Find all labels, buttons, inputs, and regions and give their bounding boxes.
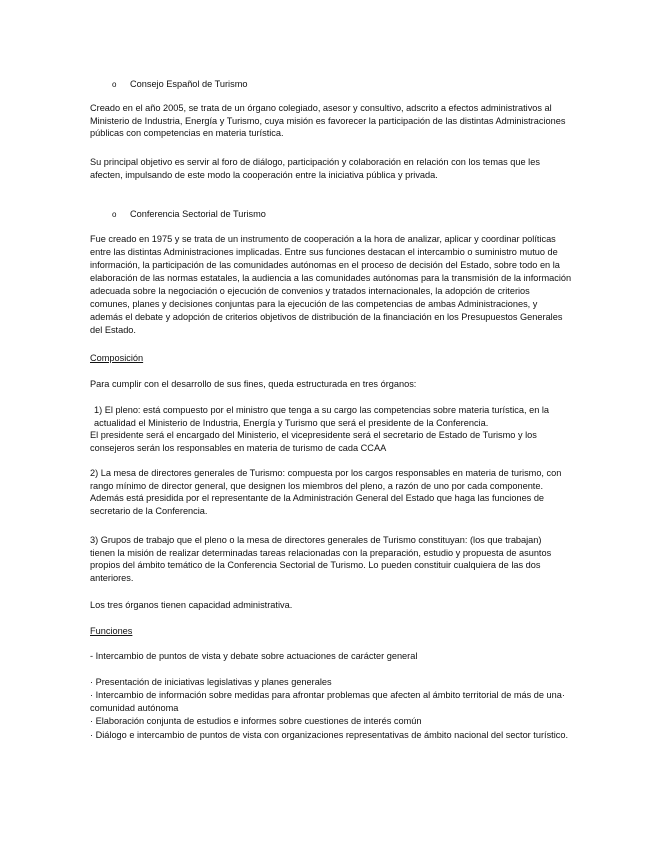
composicion-item-3: 3) Grupos de trabajo que el pleno o la mesa de directores generales de Turismo constituyan: (los que trabajan) tienen la misión de realizar determinadas tareas relacionadas con la preparación, estudio y propuesta de asuntos propios del ámbito temático de la Conferencia Sectorial de Turismo. Lo pueden constituir cualquiera de las dos anteriores. — [90, 535, 552, 583]
funciones-item: · Elaboración conjunta de estudios e informes sobre cuestiones de interés común — [90, 716, 422, 726]
bullet-heading-consejo — [112, 78, 247, 91]
heading-conferencia: Conferencia Sectorial de Turismo — [130, 209, 266, 219]
composicion-item-2: 2) La mesa de directores generales de Turismo: compuesta por los cargos responsables en materia de turismo, con rango mínimo de director general, que designen los miembros del pleno, a razón de uno por cada componente. Además está presidida por el representante de la Administración General del Estado que haga las funciones de secretario de la Conferencia. — [90, 468, 562, 516]
funciones-item: · Presentación de iniciativas legislativas y planes generales — [90, 677, 332, 687]
heading-composicion: Composición — [90, 353, 144, 363]
bullet-heading-conferencia — [112, 208, 266, 221]
bullet-marker: o — [112, 80, 117, 89]
composicion-item-1a: 1) El pleno: está compuesto por el ministro que tenga a su cargo las competencias sobre materia turística, en la actualidad el Ministerio de Industria, Energía y Turismo que será el presidente de la Conferencia. — [94, 405, 550, 428]
bullet-marker: o — [112, 210, 117, 219]
funciones-item: · Diálogo e intercambio de puntos de vista con organizaciones representativas de ámbito nacional del sector turístico. — [90, 730, 569, 740]
paragraph-consejo-1: Creado en el año 2005, se trata de un órgano colegiado, asesor y consultivo, adscrito a efectos administrativos al Ministerio de Industria, Energía y Turismo, cuya misión es favorecer la participación de las distintas Administraciones públicas con competencias en materia turística. — [90, 103, 566, 138]
heading-consejo: Consejo Español de Turismo — [130, 79, 248, 89]
paragraph-composicion-intro: Para cumplir con el desarrollo de sus fines, queda estructurada en tres órganos: — [90, 379, 417, 389]
composicion-item-1b: El presidente será el encargado del Ministerio, el vicepresidente será el secretario de Estado de Turismo y los consejeros serán los responsables en materia de turismo de cada CCAA — [90, 430, 537, 453]
heading-funciones: Funciones — [90, 626, 133, 636]
paragraph-conferencia: Fue creado en 1975 y se trata de un instrumento de cooperación a la hora de analizar, aplicar y coordinar políticas entre las distintas Administraciones implicadas. Entre sus funciones destacan el intercambio o suministro mutuo de información, la participación de las comunidades autónomas en el proceso de decisión del Estado, sobre todo en la elaboración de las normas estatales, la audiencia a las comunidades autónomas para la transmisión de la información adecuada sobre la negociación o ejecución de convenios y tratados internacionales, la adopción de criterios comunes, planes y decisiones conjuntas para la ejecución de las competencias de ambas Administraciones, y además el debate y adopción de criterios objetivos de distribución de la financiación en los Presupuestos Generales del Estado. — [90, 234, 572, 335]
funciones-item-intro: - Intercambio de puntos de vista y debate sobre actuaciones de carácter general — [90, 651, 418, 661]
funciones-item: · Intercambio de información sobre medidas para afrontar problemas que afecten al ámbito territorial de más de una· comunidad autónoma — [90, 690, 565, 713]
paragraph-capacidad: Los tres órganos tienen capacidad administrativa. — [90, 600, 293, 610]
paragraph-consejo-2: Su principal objetivo es servir al foro de diálogo, participación y colaboración en relación con los temas que les afecten, impulsando de este modo la cooperación entre la iniciativa pública y privada. — [90, 157, 540, 180]
